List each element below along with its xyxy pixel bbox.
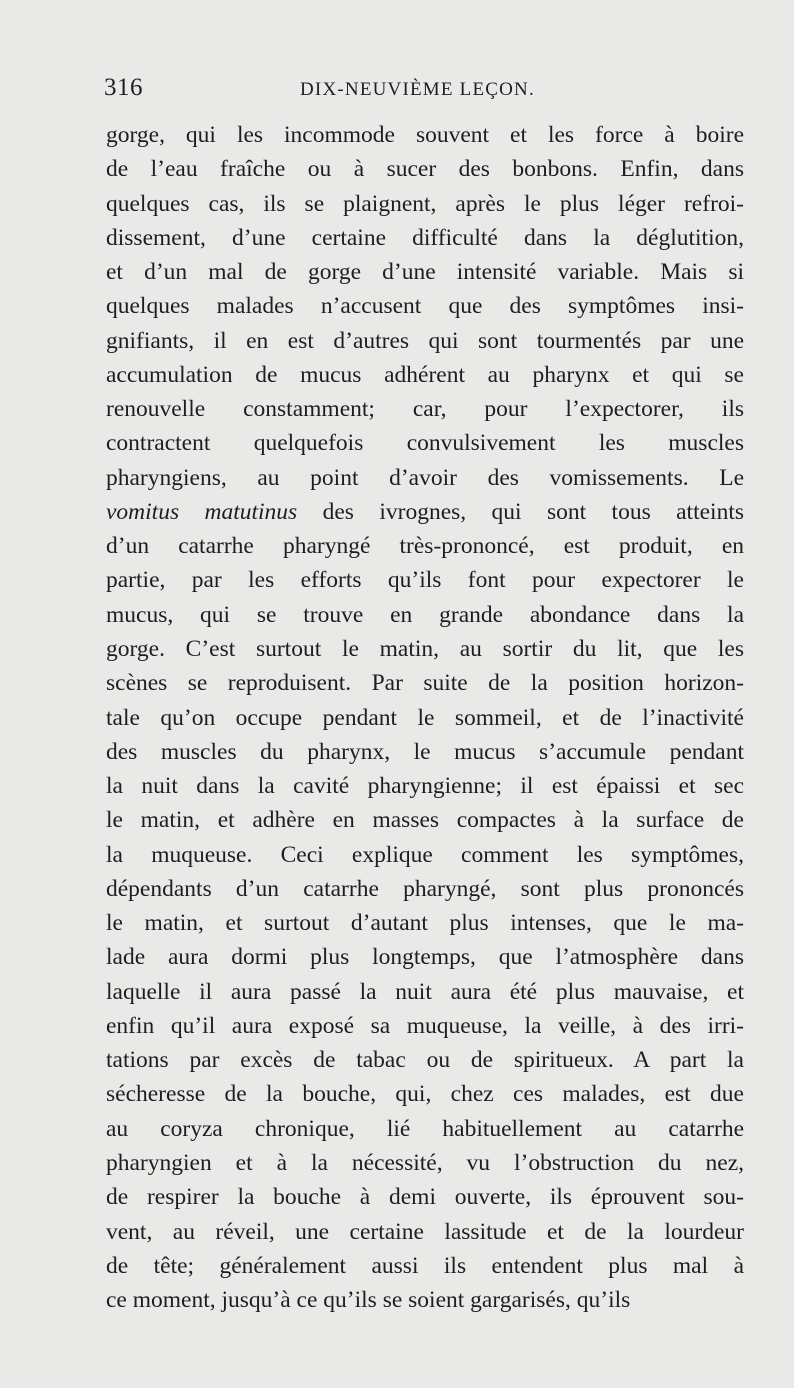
page-edge (794, 0, 800, 1388)
text-line: quelques malades n’accusent que des symptômes insi- (106, 293, 744, 320)
text-line: accumulation de mucus adhérent au pharynx et qui se (106, 361, 744, 388)
text-line: ce moment, jusqu’à ce qu’ils se soient gargarisés, qu’ils (106, 1287, 631, 1314)
text-line: gnifiants, il en est d’autres qui sont tourmentés par une (106, 327, 744, 354)
text-line: dissement, d’une certaine difficulté dans la déglutition, (106, 224, 744, 251)
page-number: 316 (104, 74, 143, 101)
text-line: sécheresse de la bouche, qui, chez ces malades, est due (106, 1081, 744, 1108)
text-line: vent, au réveil, une certaine lassitude et de la lourdeur (106, 1218, 744, 1245)
text-line: pharyngiens, au point d’avoir des vomissements. Le (106, 464, 744, 491)
text-line: scènes se reproduisent. Par suite de la position horizon- (106, 670, 744, 697)
text-line-with-italic (106, 495, 744, 529)
text-line: partie, par les efforts qu’ils font pour expectorer le (106, 567, 744, 594)
text-line: tale qu’on occupe pendant le sommeil, et de l’inactivité (106, 704, 744, 731)
text-line: de tête; généralement aussi ils entendent plus mal à (106, 1252, 744, 1279)
text-line: mucus, qui se trouve en grande abondance dans la (106, 601, 744, 628)
text-line: quelques cas, ils se plaignent, après le plus léger refroi- (106, 190, 744, 217)
text-line: la muqueuse. Ceci explique comment les symptômes, (106, 841, 744, 868)
text-line: tations par excès de tabac ou de spiritueux. A part la (106, 1047, 744, 1074)
text-line-rest: des ivrognes, qui sont tous atteints (322, 498, 745, 525)
text-line: des muscles du pharynx, le mucus s’accumule pendant (106, 738, 744, 765)
italic-phrase: vomitus matutinus (106, 498, 298, 525)
text-line: le matin, et surtout d’autant plus intenses, que le ma- (106, 910, 744, 937)
text-line: enfin qu’il aura exposé sa muqueuse, la veille, à des irri- (106, 1012, 744, 1039)
body-text (106, 118, 744, 1317)
text-line: lade aura dormi plus longtemps, que l’atmosphère dans (106, 944, 744, 971)
text-line: d’un catarrhe pharyngé très-prononcé, est produit, en (106, 533, 744, 560)
text-line: le matin, et adhère en masses compactes à la surface de (106, 807, 744, 834)
running-head (104, 74, 744, 108)
text-line: gorge. C’est surtout le matin, au sortir du lit, que les (106, 635, 744, 662)
text-line: la nuit dans la cavité pharyngienne; il est épaissi et sec (106, 773, 744, 800)
text-line: renouvelle constamment; car, pour l’expectorer, ils (106, 396, 744, 423)
section-title: DIX-NEUVIÈME LEÇON. (300, 79, 535, 100)
text-line: et d’un mal de gorge d’une intensité variable. Mais si (106, 259, 744, 286)
text-line: laquelle il aura passé la nuit aura été plus mauvaise, et (106, 978, 744, 1005)
text-line: dépendants d’un catarrhe pharyngé, sont plus prononcés (106, 875, 744, 902)
text-line: au coryza chronique, lié habituellement au catarrhe (106, 1115, 744, 1142)
text-line: de respirer la bouche à demi ouverte, ils éprouvent sou- (106, 1184, 744, 1211)
text-line: de l’eau fraîche ou à sucer des bonbons. Enfin, dans (106, 156, 744, 183)
text-line: pharyngien et à la nécessité, vu l’obstruction du nez, (106, 1149, 744, 1176)
text-line: gorge, qui les incommode souvent et les force à boire (106, 122, 744, 148)
text-line: contractent quelquefois convulsivement les muscles (106, 430, 744, 457)
